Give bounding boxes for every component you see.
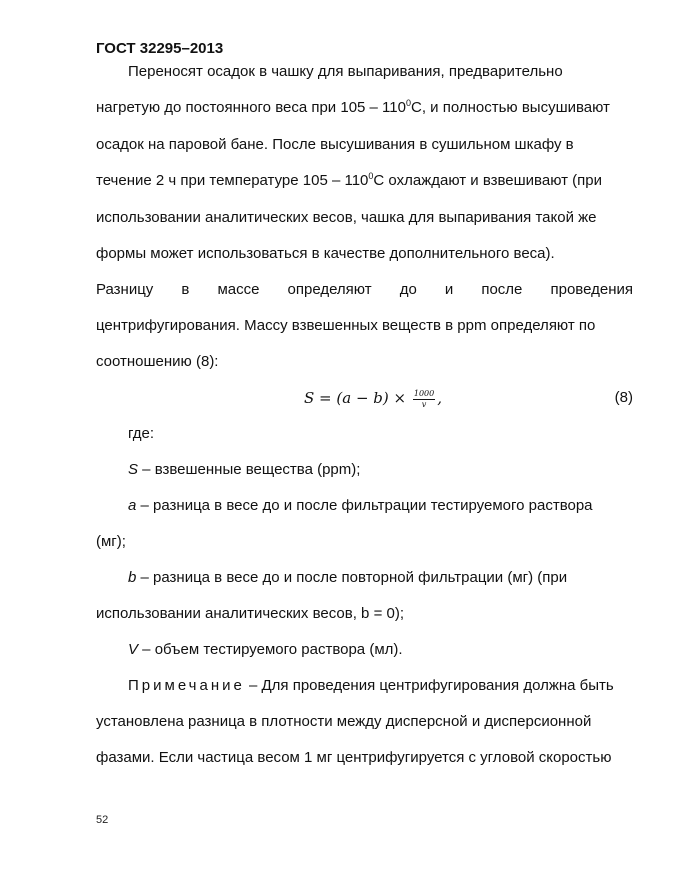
para1-line2 [96, 90, 633, 127]
formula-lhs: S = (a − b) × [304, 389, 407, 407]
para1-line5: использовании аналитических весов, чашка для выпаривания такой же [96, 209, 597, 226]
def-b-cont: использовании аналитических весов, b = 0); [96, 605, 404, 622]
fraction-denominator: v [421, 399, 427, 409]
note-line2: установлена разница в плотности между дисперсной и дисперсионной [96, 713, 592, 730]
word: массе [217, 281, 260, 298]
formula-expression [304, 380, 442, 416]
word: проведения [550, 281, 633, 298]
para1-line7 [96, 272, 633, 308]
var-a: a [128, 497, 137, 514]
para1-line4-text: течение 2 ч при температуре 105 – 110 [96, 172, 369, 189]
where-label: где: [128, 425, 155, 442]
para1-line2-text: нагретую до постоянного веса при 105 – 110 [96, 99, 406, 116]
fraction-numerator: 1000 [413, 388, 435, 398]
formula-comma: , [437, 389, 442, 407]
formula-fraction [413, 389, 435, 410]
para1-line6: формы может использоваться в качестве дополнительного веса). [96, 245, 555, 262]
var-b: b [128, 569, 137, 586]
var-s: S [128, 461, 139, 478]
def-a-cont: (мг); [96, 533, 126, 550]
para1-line3: осадок на паровой бане. После высушивания в сушильном шкафу в [96, 136, 574, 153]
word: и [444, 281, 454, 298]
note-line1 [96, 668, 633, 704]
para1-line1: Переносят осадок в чашку для выпаривания, предварительно [128, 63, 563, 80]
def-s [96, 452, 633, 488]
word: определяют [287, 281, 372, 298]
def-b [96, 560, 633, 596]
def-v [96, 632, 633, 668]
word: до [399, 281, 417, 298]
superscript: 0 [368, 171, 374, 181]
var-v: V [128, 641, 139, 658]
def-b-text: – разница в весе до и после повторной фильтрации (мг) (при [136, 569, 568, 586]
word: в [181, 281, 190, 298]
def-s-text: – взвешенные вещества (ppm); [138, 461, 361, 478]
def-v-text: – объем тестируемого раствора (мл). [138, 641, 403, 658]
formula-8 [96, 380, 633, 416]
note-line3: фазами. Если частица весом 1 мг центрифугируется с угловой скоростью [96, 749, 612, 766]
superscript: 0 [405, 98, 411, 108]
page-body [96, 54, 633, 776]
para1-line4 [96, 163, 633, 200]
word: Разницу [96, 281, 154, 298]
para1-line2-suffix: C, и полностью высушивают [411, 99, 610, 116]
para1-line9: соотношению (8): [96, 353, 219, 370]
document-header: ГОСТ 32295–2013 [96, 40, 224, 57]
para1-line8: центрифугирования. Массу взвешенных веществ в ppm определяют по [96, 317, 596, 334]
para1-line4-suffix: C охлаждают и взвешивают (при [373, 172, 602, 189]
def-a-text: – разница в весе до и после фильтрации тестируемого раствора [136, 497, 593, 514]
word: после [481, 281, 523, 298]
page-number: 52 [96, 814, 109, 826]
def-a [96, 488, 633, 524]
formula-number: (8) [614, 389, 633, 406]
note-text: – Для проведения центрифугирования должна быть [244, 677, 614, 694]
note-label: Примечание [128, 677, 245, 694]
